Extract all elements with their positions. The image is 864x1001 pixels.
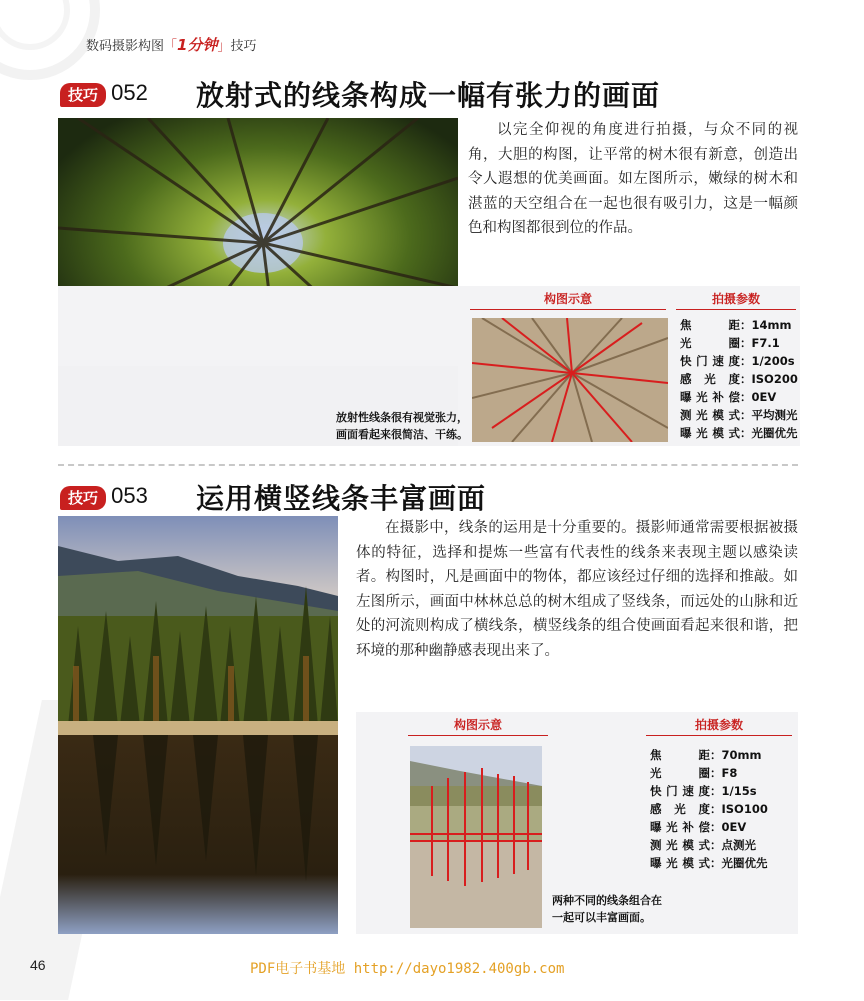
param-row: 焦 距：14mm <box>680 318 792 332</box>
param-row: 快门速度：1/200s <box>680 354 795 368</box>
param-key: 光 圈 <box>650 766 710 780</box>
param-key: 测光模式 <box>650 838 710 852</box>
tip-053-caption <box>552 892 702 926</box>
param-value: F8 <box>721 766 738 780</box>
tip-052-caption <box>318 409 468 443</box>
param-value: ISO200 <box>751 372 798 386</box>
param-value: 平均测光 <box>751 408 798 422</box>
param-row: 曝光模式：光圈优先 <box>680 426 798 440</box>
param-key: 焦 距 <box>680 318 740 332</box>
header-close-bracket: 」 <box>217 39 231 54</box>
tip-number: 053 <box>111 483 148 508</box>
param-key: 感 光 度 <box>680 372 740 386</box>
caption-line: 放射性线条很有视觉张力， <box>336 411 468 424</box>
param-row: 测光模式：平均测光 <box>680 408 798 422</box>
param-key: 焦 距 <box>650 748 710 762</box>
param-row: 曝光补偿：0EV <box>650 820 747 834</box>
param-value: 14mm <box>751 318 792 332</box>
param-key: 曝光模式 <box>680 426 740 440</box>
tip-badge: 技巧 <box>60 486 106 510</box>
param-row: 测光模式：点测光 <box>650 838 756 852</box>
param-key: 曝光补偿 <box>650 820 710 834</box>
param-key: 感 光 度 <box>650 802 710 816</box>
param-value: 70mm <box>721 748 762 762</box>
tip-052-composition-label: 构图示意 <box>470 290 666 310</box>
tip-badge: 技巧 <box>60 83 106 107</box>
param-row: 光 圈：F7.1 <box>680 336 780 350</box>
param-value: ISO100 <box>721 802 768 816</box>
param-value: 光圈优先 <box>751 426 798 440</box>
param-value: F7.1 <box>751 336 780 350</box>
param-key: 快门速度 <box>650 784 710 798</box>
param-value: 1/15s <box>721 784 757 798</box>
tip-052-body: 以完全仰视的角度进行拍摄，与众不同的视角，大胆的构图，让平常的树木很有新意，创造出令人遐想的优美画面。如左图所示，嫩绿的树木和湛蓝的天空组合在一起也很有吸引力，这是一幅颜色和构图都很到位的作品。 <box>468 122 798 236</box>
tip-053-params-label: 拍摄参数 <box>646 716 792 736</box>
header-accent: 1分钟 <box>177 36 218 54</box>
tip-052-params <box>680 316 798 442</box>
tip-053-title: 运用横竖线条丰富画面 <box>196 482 487 515</box>
photo-lake-forest <box>58 516 338 934</box>
caption-line: 两种不同的线条组合在 <box>552 894 662 907</box>
caption-line: 画面看起来很简洁、干练。 <box>336 428 468 441</box>
tip-number: 052 <box>111 80 148 105</box>
tip-053-composition-diagram <box>410 746 542 928</box>
param-value: 0EV <box>721 820 747 834</box>
tip-052-heading <box>60 80 148 106</box>
running-header <box>86 34 257 55</box>
param-row: 曝光模式：光圈优先 <box>650 856 768 870</box>
param-key: 光 圈 <box>680 336 740 350</box>
caption-line: 一起可以丰富画面。 <box>552 911 651 924</box>
param-key: 快门速度 <box>680 354 740 368</box>
param-key: 曝光模式 <box>650 856 710 870</box>
tip-052-title: 放射式的线条构成一幅有张力的画面 <box>196 79 661 112</box>
param-key: 测光模式 <box>680 408 740 422</box>
tip-053-body: 在摄影中，线条的运用是十分重要的。摄影师通常需要根据被摄体的特征，选择和提炼一些富有代表性的线条来表现主题以感染读者。构图时，凡是画面中的物体，都应该经过仔细的选择和推敲。如左图所示，画面中林林总总的树木组成了竖线条，而远处的山脉和近处的河流则构成了横线条，横竖线条的组合使画面看起来很和谐，把环境的那种幽静感表现出来了。 <box>356 520 798 659</box>
param-row: 快门速度：1/15s <box>650 784 757 798</box>
param-value: 0EV <box>751 390 777 404</box>
header-suffix: 技巧 <box>230 39 257 54</box>
param-row: 感 光 度：ISO100 <box>650 802 768 816</box>
param-value: 1/200s <box>751 354 795 368</box>
tip-053-heading <box>60 483 148 509</box>
header-open-bracket: 「 <box>164 39 178 54</box>
tip-052-composition-diagram <box>472 318 668 442</box>
param-row: 曝光补偿：0EV <box>680 390 777 404</box>
tip-053-composition-label: 构图示意 <box>408 716 548 736</box>
footer-watermark: PDF电子书基地 http://dayo1982.400gb.com <box>250 961 565 977</box>
param-key: 曝光补偿 <box>680 390 740 404</box>
tip-052-params-label: 拍摄参数 <box>676 290 796 310</box>
page-number: 46 <box>30 957 46 973</box>
tip-053-params <box>650 746 768 872</box>
param-row: 光 圈：F8 <box>650 766 738 780</box>
param-value: 光圈优先 <box>721 856 768 870</box>
header-prefix: 数码摄影构图 <box>86 39 165 54</box>
section-separator <box>58 464 798 466</box>
param-value: 点测光 <box>721 838 756 852</box>
param-row: 焦 距：70mm <box>650 748 762 762</box>
param-row: 感 光 度：ISO200 <box>680 372 798 386</box>
